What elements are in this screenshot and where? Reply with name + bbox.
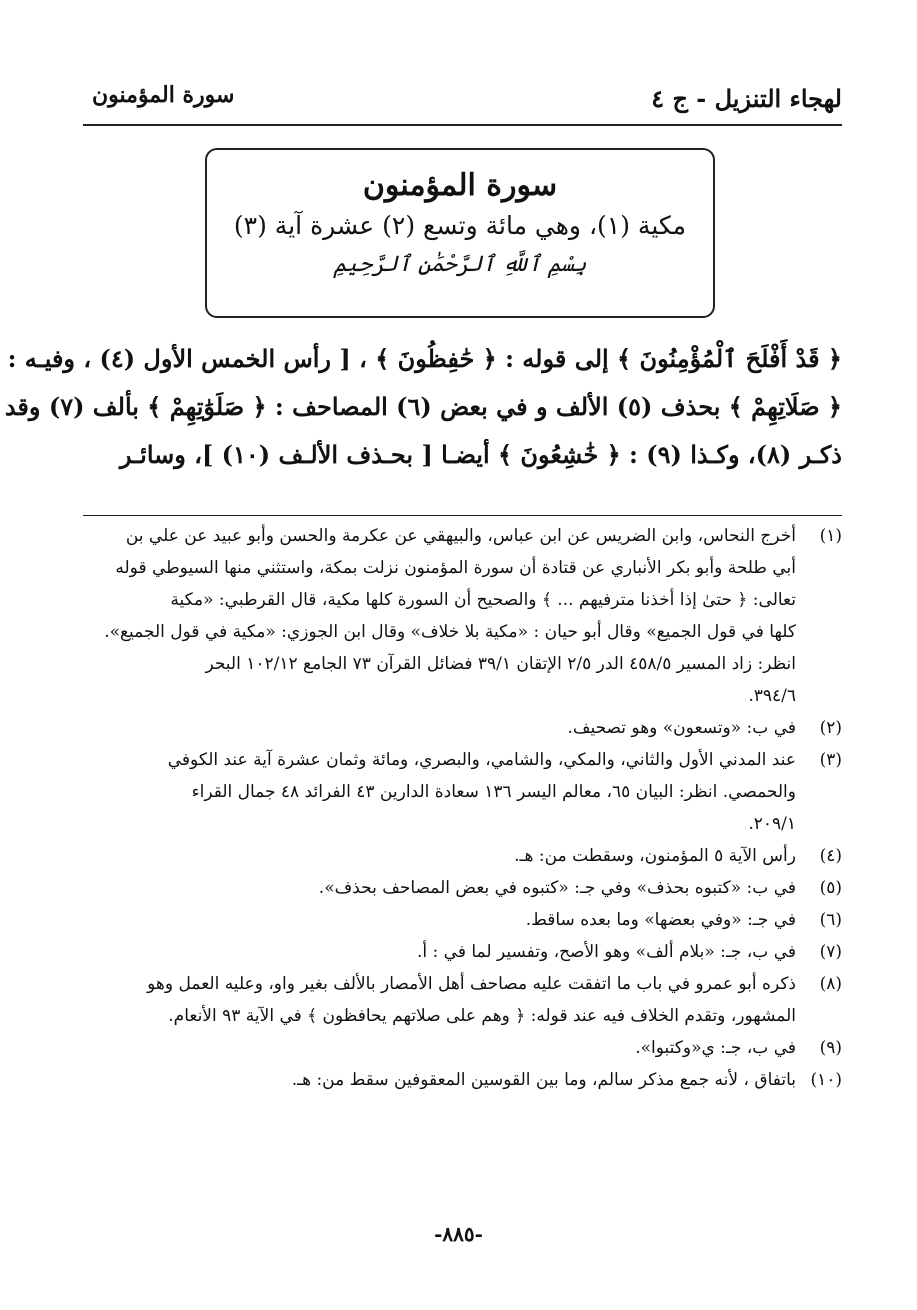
footnote-number: (٦): [819, 910, 842, 930]
footnote-line: في ب: «وتسعون» وهو تصحيف.: [567, 718, 796, 738]
running-header-book-title: لهجاء التنزيل - ج ٤: [651, 84, 842, 113]
footnote-8: [83, 968, 842, 1032]
footnote-text: [83, 744, 796, 840]
footnote-10: [83, 1064, 842, 1096]
footnote-number: (٥): [819, 878, 842, 898]
footnote-number: (١٠): [810, 1070, 842, 1090]
footnote-5: [83, 872, 842, 904]
footnote-text: [83, 520, 796, 712]
footnote-number: (٧): [819, 942, 842, 962]
footnote-text: [83, 1064, 796, 1096]
footnote-line: في ب: «كتبوه بحذف» وفي جـ: «كتبوه في بعض المصاحف بحذف».: [318, 878, 796, 898]
page-number: -٨٨٥-: [434, 1222, 483, 1246]
footnote-line: باتفاق ، لأنه جمع مذكر سالم، وما بين القوسين المعقوفين سقط من: هـ.: [291, 1070, 796, 1090]
footnotes: [83, 520, 842, 1096]
footnote-line: عند المدني الأول والثاني، والمكي، والشامي، والبصري، ومائة وثمان عشرة آية عند الكوفي: [167, 750, 796, 770]
main-text-line: ﴿ صَلَاتِهِمْ ﴾ بحذف (٥) الألف و في بعض (٦) المصاحف : ﴿ صَلَوَٰتِهِمْ ﴾ بألف (٧) وقد: [4, 392, 842, 421]
surah-meta: مكية (١)، وهي مائة وتسع (٢) عشرة آية (٣): [233, 211, 687, 240]
footnote-divider: [83, 515, 842, 516]
footnote-text: [83, 904, 796, 936]
footnote-7: [83, 936, 842, 968]
footnote-line: ذكره أبو عمرو في باب ما اتفقت عليه مصاحف أهل الأمصار بالألف بغير واو، وعليه العمل وهو: [147, 974, 796, 994]
footnote-line: والحمصي. انظر: البيان ٦٥، معالم اليسر ١٣٦ سعادة الدارين ٤٣ الفرائد ٤٨ جمال القراء: [191, 782, 796, 802]
surah-title: سورة المؤمنون: [362, 168, 558, 203]
footnote-line: رأس الآية ٥ المؤمنون، وسقطت من: هـ.: [514, 846, 796, 866]
footnote-1: [83, 520, 842, 712]
footnote-text: [83, 872, 796, 904]
footnote-text: [83, 968, 796, 1032]
footnote-text: [83, 936, 796, 968]
footnote-line: تعالى: ﴿ حتىٰ إذا أخذنا مترفيهم ... ﴾ والصحيح أن السورة كلها مكية، قال القرطبي: «مكية: [170, 590, 796, 610]
footnote-line: في ب، جـ: «بلام ألف» وهو الأصح، وتفسير لما في : أ.: [417, 942, 796, 962]
footnote-4: [83, 840, 842, 872]
running-header-surah-name: سورة المؤمنون: [92, 82, 235, 108]
footnote-9: [83, 1032, 842, 1064]
footnote-number: (١): [819, 526, 842, 546]
basmala: بِسْمِ ٱللَّهِ ٱلرَّحْمَٰنِ ٱلرَّحِيمِ: [333, 252, 587, 277]
footnote-line: كلها في قول الجميع» وقال أبو حيان : «مكية بلا خلاف» وقال ابن الجوزي: «مكية في قول الجميع».: [104, 622, 796, 642]
footnote-2: [83, 712, 842, 744]
footnote-number: (٣): [819, 750, 842, 770]
footnote-number: (٨): [819, 974, 842, 994]
main-text-line: ﴿ قَدْ أَفْلَحَ ٱلْمُؤْمِنُونَ ﴾ إلى قوله : ﴿ حَٰفِظُونَ ﴾ ، [ رأس الخمس الأول (٤) ، وفيـه :: [7, 344, 842, 373]
footnote-line: ٢٠٩/١.: [748, 814, 796, 834]
footnote-line: أخرج النحاس، وابن الضريس عن ابن عباس، والبيهقي عن عكرمة والحسن وأبو عبيد عن علي بن: [125, 526, 796, 546]
footnote-line: في جـ: «وفي بعضها» وما بعده ساقط.: [525, 910, 796, 930]
surah-title-box: [205, 148, 715, 318]
main-text-line: ذكـر (٨)، وكـذا (٩) : ﴿ خَٰشِعُونَ ﴾ أيضـا [ بحـذف الألـف (١٠) ]، وسائـر: [119, 440, 842, 469]
footnote-line: أبي طلحة وأبو بكر الأنباري عن قتادة أن سورة المؤمنون نزلت بمكة، واستثني منها السيوطي قوله: [115, 558, 796, 578]
footnote-text: [83, 1032, 796, 1064]
main-text: [4, 335, 842, 479]
footnote-text: [83, 840, 796, 872]
footnote-line: في ب، جـ: ي«وكتبوا».: [635, 1038, 796, 1058]
footnote-line: انظر: زاد المسير ٤٥٨/٥ الدر ٢/٥ الإتقان ٣٩/١ فضائل القرآن ٧٣ الجامع ١٠٢/١٢ البحر: [205, 654, 796, 674]
footnote-number: (٤): [819, 846, 842, 866]
header-divider: [83, 124, 842, 126]
footnote-number: (٢): [819, 718, 842, 738]
footnote-line: ٣٩٤/٦.: [748, 686, 796, 706]
footnote-6: [83, 904, 842, 936]
footnote-3: [83, 744, 842, 840]
footnote-number: (٩): [819, 1038, 842, 1058]
footnote-line: المشهور، وتقدم الخلاف فيه عند قوله: ﴿ وهم على صلاتهم يحافظون ﴾ في الآية ٩٣ الأنعام.: [168, 1006, 796, 1026]
footnote-text: [83, 712, 796, 744]
